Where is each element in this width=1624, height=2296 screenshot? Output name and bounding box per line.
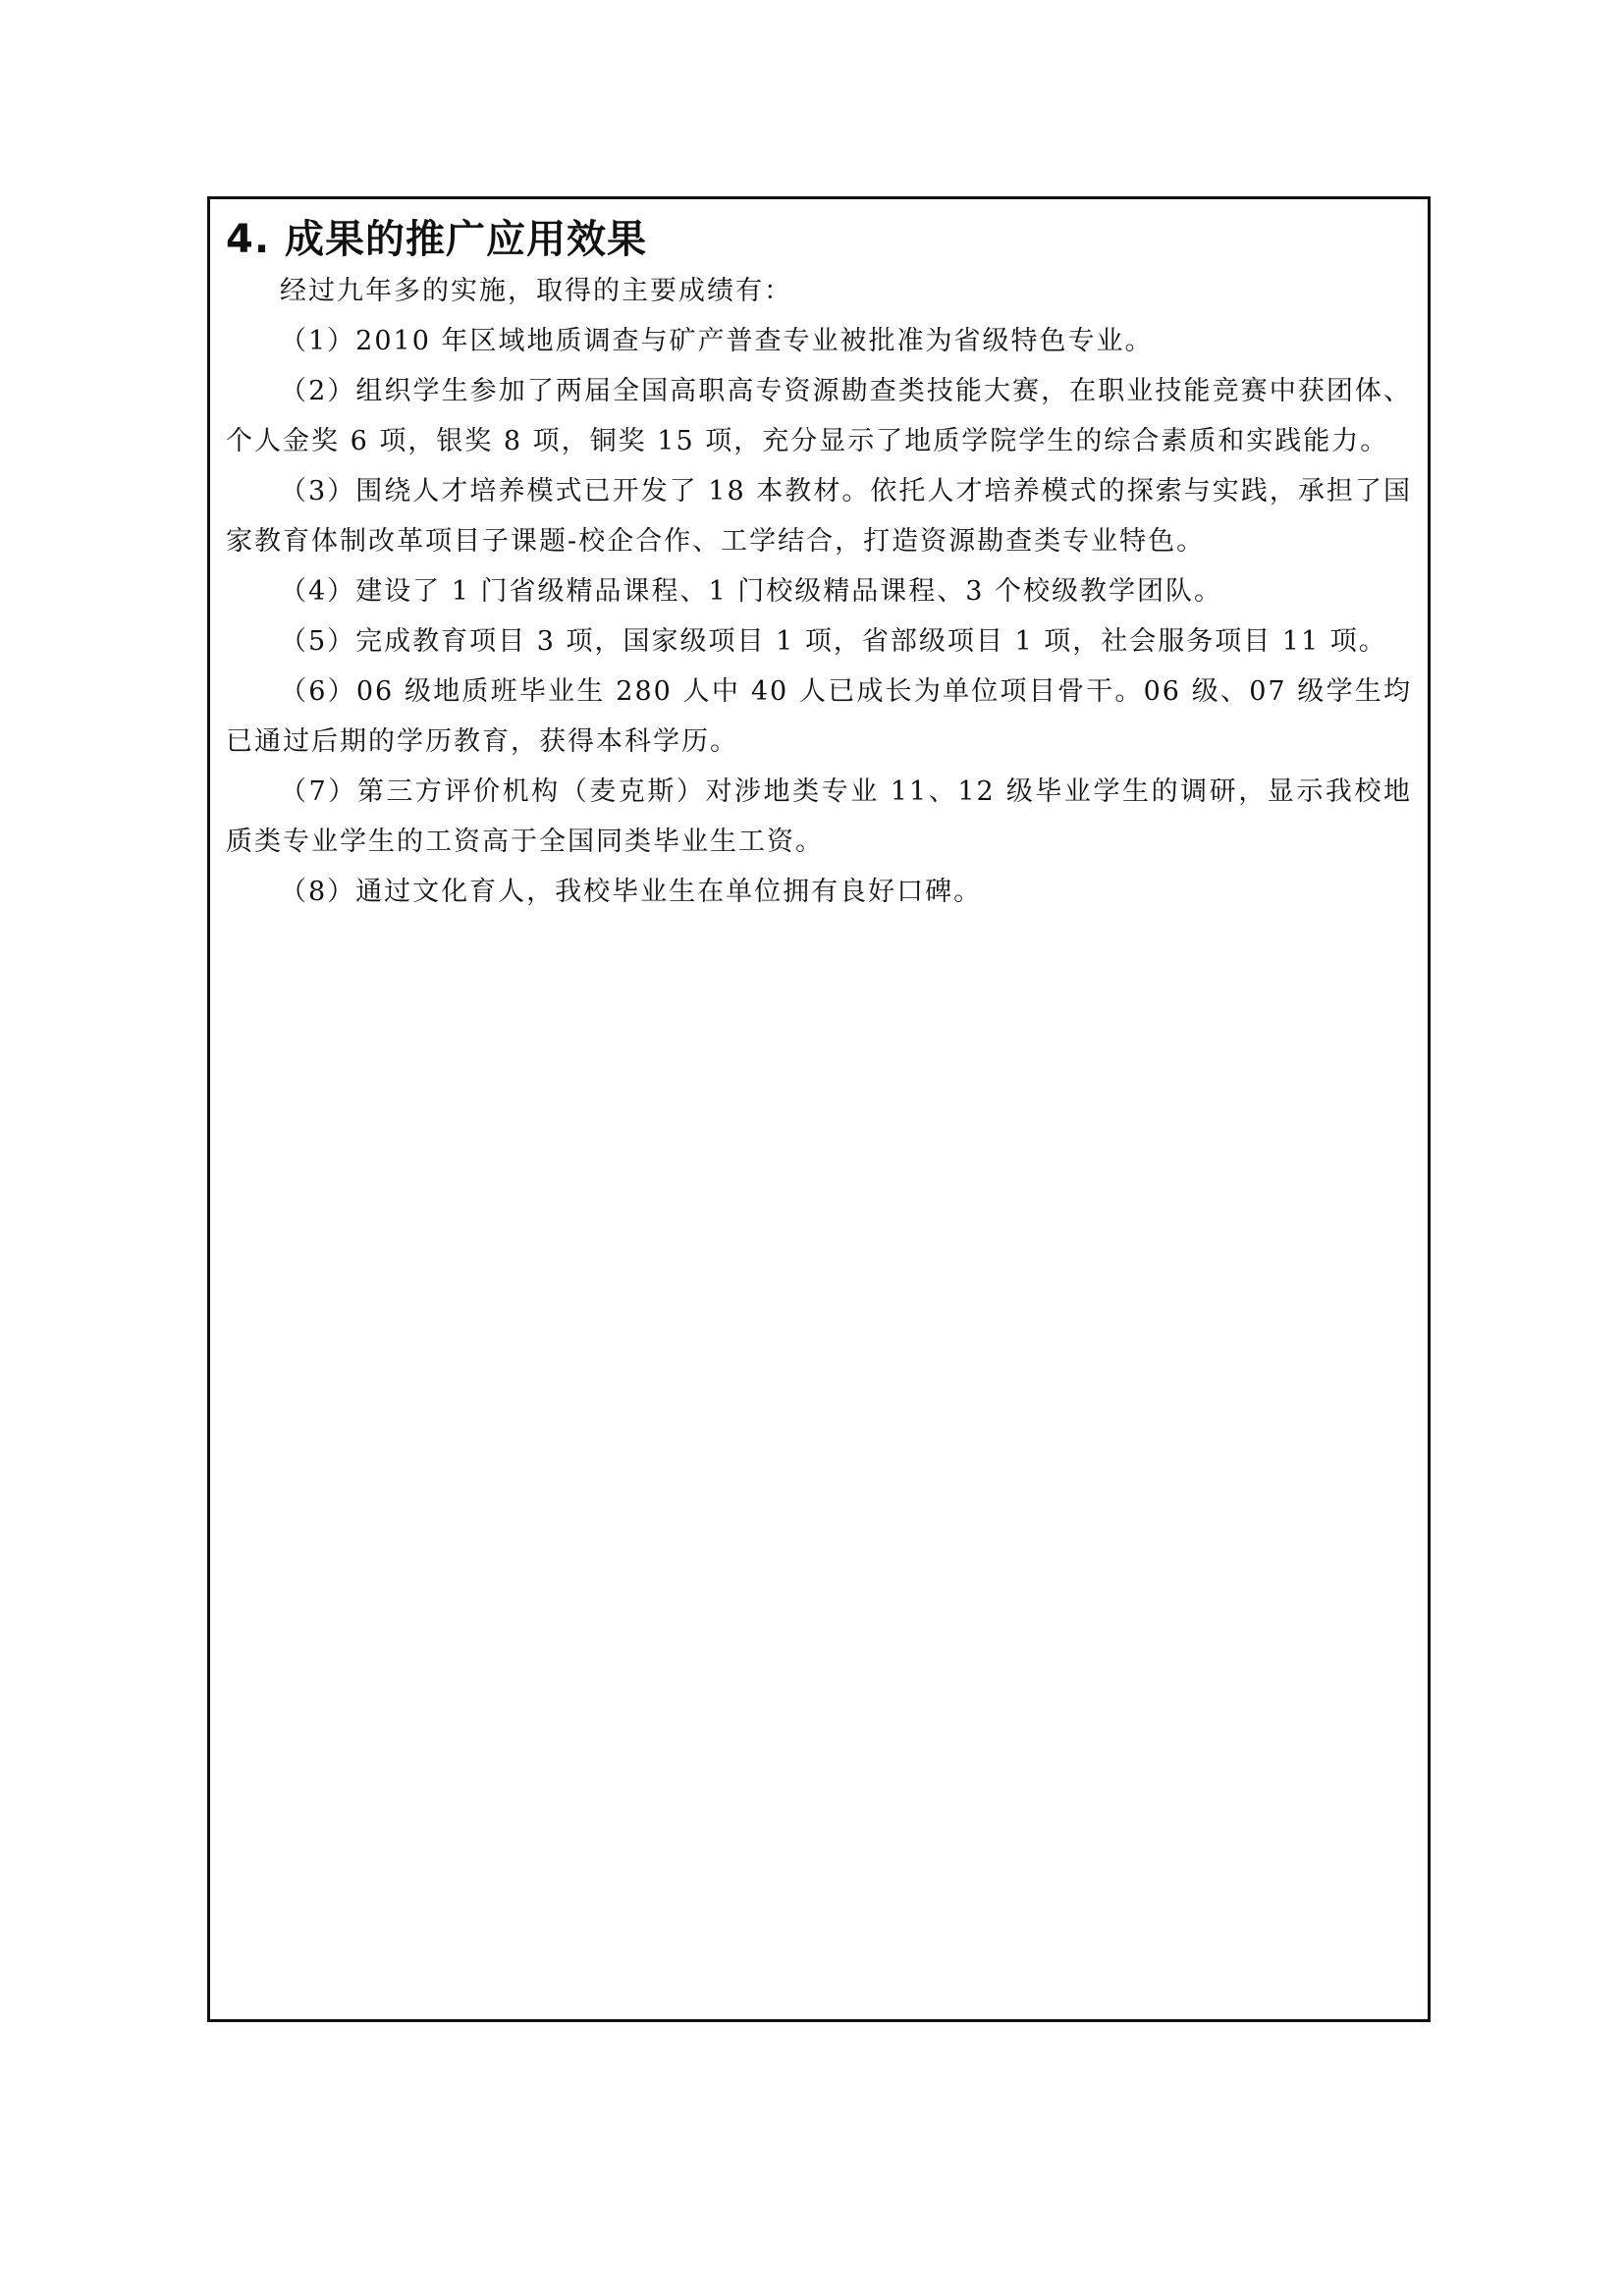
- section-heading: 4. 成果的推广应用效果: [226, 217, 647, 262]
- content-frame: [207, 196, 1431, 2022]
- intro-paragraph: 经过九年多的实施，取得的主要成绩有：: [280, 276, 792, 306]
- item-3: （3）围绕人才培养模式已开发了 18 本教材。依托人才培养模式的探索与实践，承担了国家教育体制改革项目子课题-校企合作、工学结合，打造资源勘查类专业特色。: [226, 476, 1412, 557]
- item-5: （5）完成教育项目 3 项，国家级项目 1 项，省部级项目 1 项，社会服务项目 11 项。: [280, 626, 1387, 657]
- item-4: （4）建设了 1 门省级精品课程、1 门校级精品课程、3 个校级教学团队。: [280, 576, 1223, 607]
- item-8: （8）通过文化育人，我校毕业生在单位拥有良好口碑。: [280, 877, 983, 907]
- item-2: （2）组织学生参加了两届全国高职高专资源勘查类技能大赛，在职业技能竞赛中获团体、个人金奖 6 项，银奖 8 项，铜奖 15 项，充分显示了地质学院学生的综合素质和实践能力。: [226, 376, 1412, 456]
- item-6: （6）06 级地质班毕业生 280 人中 40 人已成长为单位项目骨干。06 级、07 级学生均已通过后期的学历教育，获得本科学历。: [226, 676, 1412, 757]
- item-7: （7）第三方评价机构（麦克斯）对涉地类专业 11、12 级毕业学生的调研，显示我校地质类专业学生的工资高于全国同类毕业生工资。: [226, 776, 1412, 857]
- item-1: （1）2010 年区域地质调查与矿产普查专业被批准为省级特色专业。: [280, 326, 1154, 356]
